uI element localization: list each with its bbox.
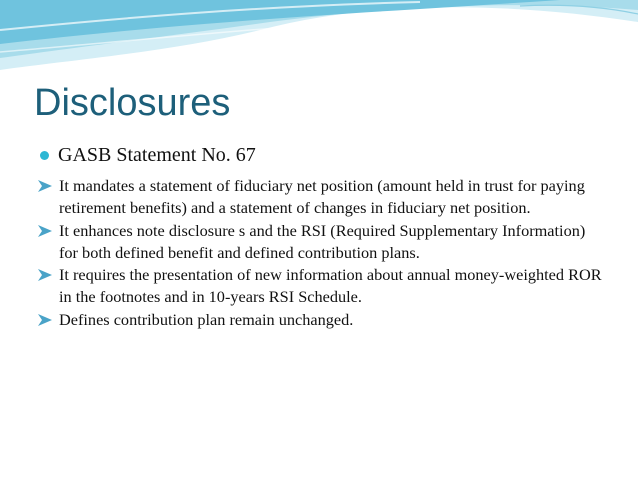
sub-bullet-text: Defines contribution plan remain unchanged. [59, 309, 354, 329]
sub-bullet-item [38, 175, 608, 220]
sub-bullet-text: It mandates a statement of fiduciary net position (amount held in trust for paying retirement benefits) and a statement of changes in fiduciary net position. [59, 176, 585, 218]
main-bullet [38, 140, 608, 170]
sub-bullet-item [38, 264, 608, 309]
arrow-bullet-icon [38, 314, 52, 326]
arrow-bullet-icon [38, 225, 52, 237]
slide-content [38, 140, 608, 331]
bullet-dot-icon [40, 151, 49, 160]
main-bullet-text: GASB Statement No. 67 [58, 143, 256, 166]
header-wave-decoration [0, 0, 638, 80]
sub-bullet-item [38, 220, 608, 265]
sub-bullet-item [38, 309, 608, 331]
sub-bullet-text: It requires the presentation of new information about annual money-weighted ROR in the footnotes and in 10-years RSI Schedule. [59, 265, 602, 307]
arrow-bullet-icon [38, 269, 52, 281]
sub-bullet-text: It enhances note disclosure s and the RSI (Required Supplementary Information) for both defined benefit and defined contribution plans. [59, 220, 586, 262]
sub-bullet-list [38, 175, 608, 331]
arrow-bullet-icon [38, 180, 52, 192]
slide-title: Disclosures [34, 82, 231, 124]
